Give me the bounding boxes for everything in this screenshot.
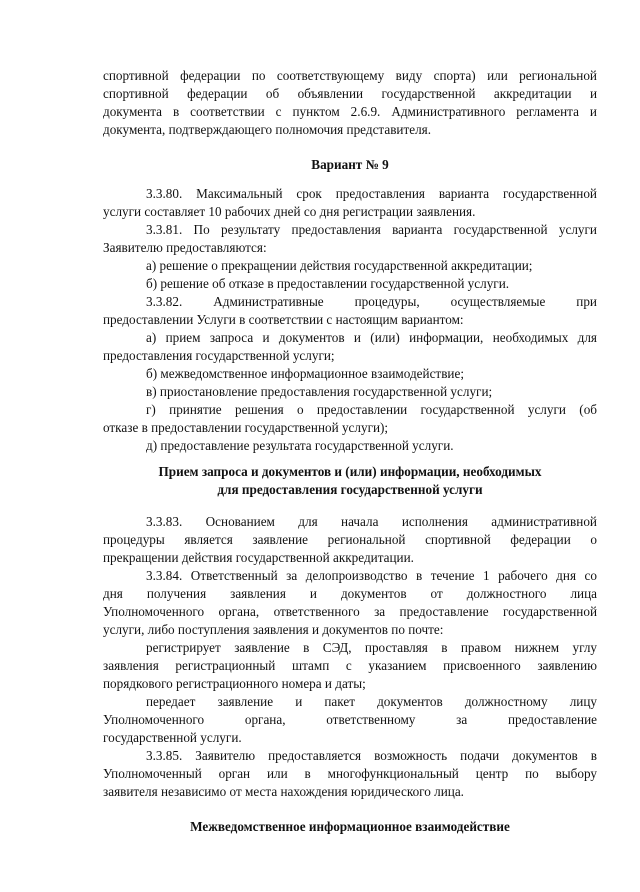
list-item: а) решение о прекращении действия государственной аккредитации; <box>146 258 533 273</box>
paragraph-line: услуги, либо поступления заявления и документов по почте: <box>103 622 444 637</box>
paragraph-line: Уполномоченный орган или в многофункциональный центр по выбору <box>103 766 597 781</box>
section-heading: Прием запроса и документов и (или) информации, необходимых <box>158 464 542 479</box>
list-item: б) решение об отказе в предоставлении государственной услуги. <box>146 276 510 291</box>
list-item: отказе в предоставлении государственной услуги); <box>103 420 389 435</box>
list-item: б) межведомственное информационное взаимодействие; <box>146 366 464 381</box>
paragraph-line: регистрирует заявление в СЭД, проставляя в правом нижнем углу <box>146 640 597 655</box>
list-item: д) предоставление результата государственной услуги. <box>146 438 454 453</box>
paragraph-line: 3.3.82. Административные процедуры, осуществляемые при <box>146 294 597 309</box>
paragraph-line: 3.3.84. Ответственный за делопроизводство в течение 1 рабочего дня со <box>146 568 597 583</box>
paragraph-line: дня получения заявления и документов от должностного лица <box>103 586 597 601</box>
variant-heading: Вариант № 9 <box>311 157 389 172</box>
paragraph-line: услуги составляет 10 рабочих дней со дня регистрации заявления. <box>103 204 476 219</box>
intro-line: документа в соответствии с пунктом 2.6.9. Административного регламента и <box>103 104 597 119</box>
list-item: предоставления государственной услуги; <box>103 348 335 363</box>
intro-line: спортивной федерации по соответствующему виду спорта) или региональной <box>103 68 597 83</box>
paragraph-line: 3.3.81. По результату предоставления варианта государственной услуги <box>146 222 597 237</box>
paragraph-line: государственной услуги. <box>103 730 242 745</box>
paragraph-line: 3.3.80. Максимальный срок предоставления варианта государственной <box>146 186 597 201</box>
list-item: в) приостановление предоставления государственной услуги; <box>146 384 493 399</box>
paragraph-line: предоставлении Услуги в соответствии с настоящим вариантом: <box>103 312 464 327</box>
paragraph-line: заявления регистрационный штамп с указанием присвоенного заявлению <box>103 658 597 673</box>
paragraph-line: порядкового регистрационного номера и даты; <box>103 676 366 691</box>
paragraph-line: процедуры является заявление региональной спортивной федерации о <box>103 532 597 547</box>
paragraph-line: прекращении действия государственной аккредитации. <box>103 550 414 565</box>
paragraph-line: 3.3.83. Основанием для начала исполнения административной <box>146 514 597 529</box>
paragraph-line: Уполномоченного органа, ответственному за предоставление <box>103 712 597 727</box>
paragraph-line: Уполномоченного органа, ответственного за предоставление государственной <box>103 604 597 619</box>
intro-line: документа, подтверждающего полномочия представителя. <box>103 122 432 137</box>
section-heading: Межведомственное информационное взаимодействие <box>190 819 510 834</box>
paragraph-line: заявителя независимо от места нахождения юридического лица. <box>103 784 464 799</box>
list-item: г) принятие решения о предоставлении государственной услуги (об <box>146 402 597 417</box>
section-heading: для предоставления государственной услуги <box>217 482 483 497</box>
intro-line: спортивной федерации об объявлении государственной аккредитации и <box>103 86 597 101</box>
list-item: а) прием запроса и документов и (или) информации, необходимых для <box>146 330 597 345</box>
paragraph-line: Заявителю предоставляются: <box>103 240 267 255</box>
paragraph-line: 3.3.85. Заявителю предоставляется возможность подачи документов в <box>146 748 597 763</box>
paragraph-line: передает заявление и пакет документов должностному лицу <box>146 694 597 709</box>
